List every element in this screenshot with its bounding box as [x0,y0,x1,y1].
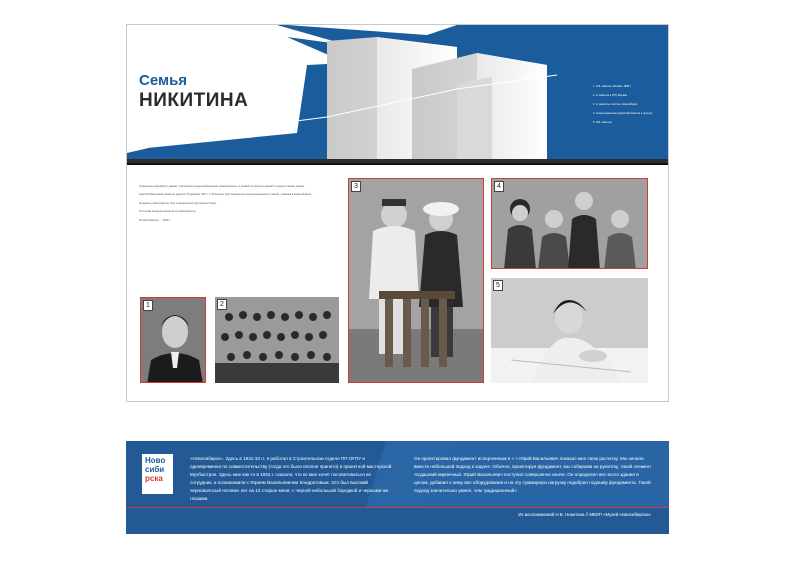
group-image [215,297,339,383]
logo-line: Ново [145,456,166,465]
photo-number: 1 [143,300,153,311]
divider-line [126,507,669,508]
photo-2-group [215,297,339,383]
photo-4-family [491,178,648,269]
logo-line: рска [145,474,163,483]
legend-item: 2. Н. Никитин в ПГУ. Москва. [593,94,628,97]
family-image [492,179,648,269]
photo-number: 3 [351,181,361,192]
photo-5-writing [491,278,648,383]
legend-item: 1. Н.В. Никитин. Москва. 1958 г. [593,85,632,88]
photo-3-children [348,178,484,383]
children-image [349,179,484,383]
intro-paragraph: За время учебы Никитин стал стажером конструкторского бюро… [139,201,219,205]
legend-item: 4. Семья Никитиных (Николай Никитин в центре). [593,112,653,115]
photo-number: 4 [494,181,504,192]
legend-item: 5. Н.В. Никитин. [593,121,613,124]
title-surname: НИКИТИНА [139,90,249,111]
intro-paragraph: По итогам конкурса проектов по Новосибирску… [139,210,199,214]
exhibit-panel-bottom [126,441,669,534]
intro-text [139,185,339,227]
exhibit-panel-top [126,24,669,402]
intro-paragraph: В Новосибирске … 1959 г. [139,218,171,222]
photo-1-portrait [140,297,206,383]
credit-text: Из воспоминаний Н.В. Никитина // МКИП «Музей Новосибирска» [518,512,651,517]
title-family: Семья [139,72,188,89]
intro-paragraph: Уникальную разработку зданий, участников съезда конференции «Новосибирск», в первый из крупных зданий в городе в первое здание… [139,185,307,188]
photo-number: 5 [493,280,503,291]
writing-image [491,278,648,383]
logo-line: сиби [145,465,165,474]
photo-number: 2 [217,299,227,310]
intro-paragraph: Николай Васильевич Никитин родился 15 декабря 1907 г. в Тобольске. Для инженерного вуза выдающимся учёным, ставшим в Новосибирске… [139,193,314,197]
novosibirsk-logo [142,454,173,494]
quote-left: «Новосибирск». Здесь в 1931-33 гг. я работал в Строительном отделе ПП ОГПУ и одновременно по совместительству (тогда это было вполне принято) в проектной мастерской Музбюстроя. Здесь мне как-то в 1932 г. сказали, что ко мне хочет посоветоваться их сотрудник, и познакомили с Юрием Васильевичем Кондратовым. Это был высокий черноволосый человек лет на 10 старше меня, с черной небольшой бородкой и черными же глазами. [190,456,392,501]
quote-right: Он проектировал фундамент испорченным в « » Юрий Васильевич показал мне свою расчетку. Мы начали вместе небольшой подход к задаче. Обычно, проектируя фундамент, мы собираем на рукоятку, такой элемент тогдашний кирпичный. Юрий Васильевич поступил совершенно иначе. Он определил вес всего здания в целом, добавил к нему вес оборудования и на эту суммарную нагрузку подобрал подошву фундамента. Такой подход значительно умнее, чем традиционный» [414,456,652,493]
legend-item: 3. Н. Никитин и сестра. Новосибирск. [593,103,638,106]
photo-legend [593,85,667,130]
